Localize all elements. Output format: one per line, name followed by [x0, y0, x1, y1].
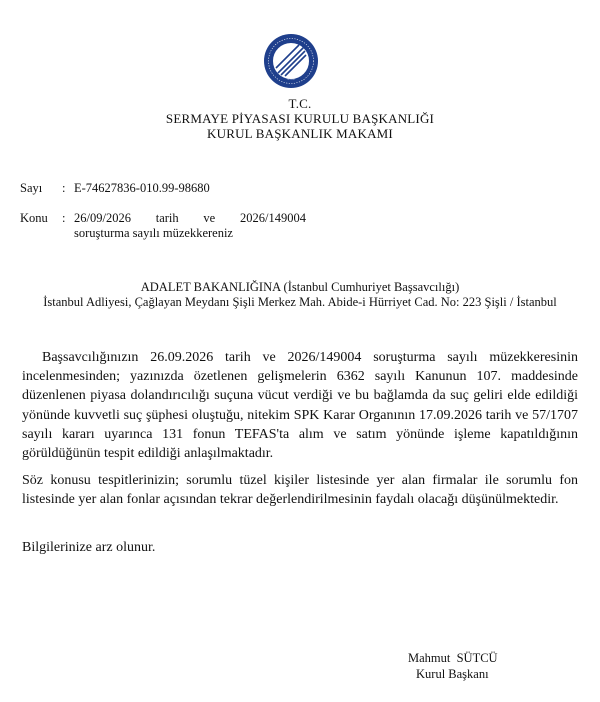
header-institution: SERMAYE PİYASASI KURULU BAŞKANLIĞI: [165, 111, 435, 126]
header-line-tc: T.C.: [288, 96, 312, 111]
konu-line-2: soruşturma sayılı müzekkereniz: [74, 226, 233, 240]
spk-logo-icon: [263, 33, 319, 89]
header-office: KURUL BAŞKANLIK MAKAMI: [207, 126, 393, 141]
recipient-address: İstanbul Adliyesi, Çağlayan Meydanı Şişli Merkez Mah. Abide-i Hürriyet Cad. No: 223 Şişli / İstanbul: [43, 295, 557, 309]
konu-word-tarih: tarih: [155, 211, 179, 225]
signatory-name: Mahmut SÜTCÜ: [408, 651, 498, 665]
konu-line-1: [74, 211, 306, 226]
svg-text:1981: 1981: [287, 76, 295, 81]
body-paragraph-3: Bilgilerinize arz olunur.: [22, 540, 156, 555]
recipient-title: ADALET BAKANLIĞINA (İstanbul Cumhuriyet Başsavcılığı): [140, 280, 460, 294]
konu-label: Konu: [20, 211, 48, 225]
konu-colon: :: [62, 211, 66, 225]
konu-word-ve: ve: [203, 211, 216, 225]
sayi-label: Sayı: [20, 181, 43, 195]
konu-case-number: 2026/149004: [239, 211, 306, 225]
sayi-value: E-74627836-010.99-98680: [74, 181, 210, 195]
sayi-colon: :: [62, 181, 66, 195]
body-paragraph-2: Söz konusu tespitlerinizin; sorumlu tüzel kişiler listesinde yer alan firmalar ile sorumlu fon listesinde yer alan fonlar açısından tekrar değerlendirilmesinin faydalı olacağı düşünülmektedir.: [22, 473, 578, 508]
konu-date: 26/09/2026: [74, 211, 131, 225]
body-paragraph-1: Başsavcılığınızın 26.09.2026 tarih ve 2026/149004 soruşturma sayılı müzekkeresinin incelenmesinden; yazınızda özetlenen gelişmelerin 6362 sayılı Kanunun 107. maddesinde düzenlenen piyasa dolandırıcılığı suçuna vücut verdiği ve bu bağlamda da suç geliri elde edildiği yönünde kuvvetli suç şüphesi oluştuğu, nitekim SPK Karar Organının 17.09.2026 tarih ve 57/1707 sayılı kararı uyarınca 131 fonun TEFAS'ta alım ve satım yönünde işleme kapatıldığının görüldüğünün tespit edildiği anlaşılmaktadır.: [22, 350, 578, 462]
signatory-title: Kurul Başkanı: [416, 667, 489, 681]
